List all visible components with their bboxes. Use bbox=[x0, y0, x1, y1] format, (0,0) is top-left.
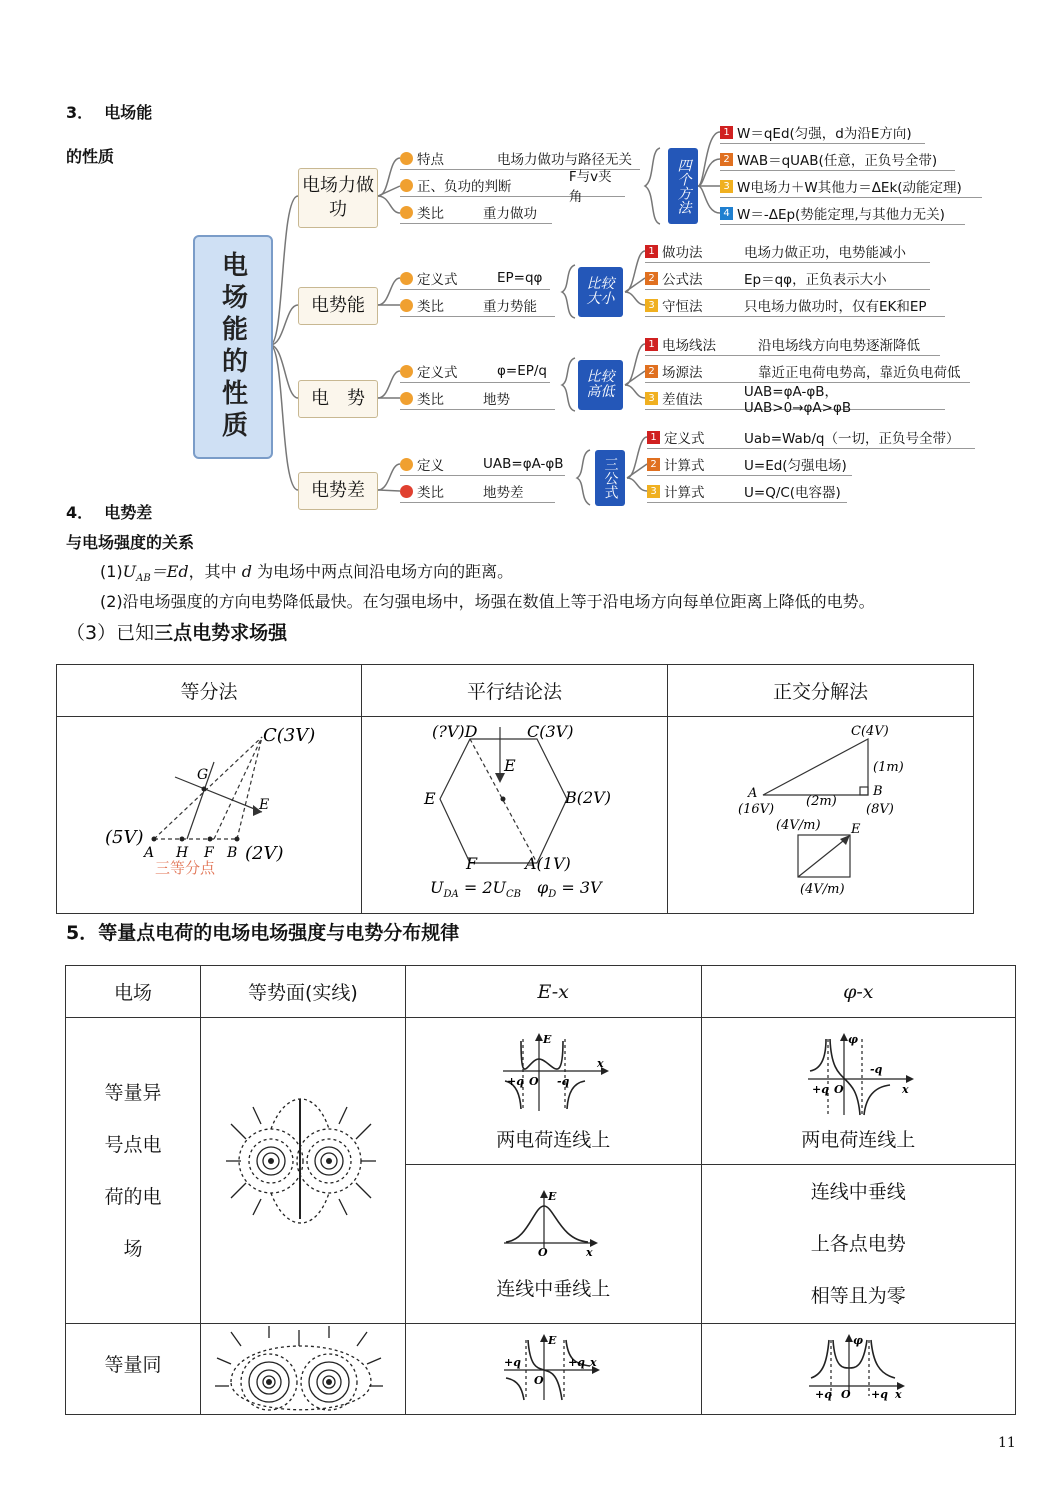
paragraph-3: （3）已知三点电势求场强 bbox=[66, 622, 288, 644]
method-table bbox=[56, 664, 974, 914]
method-item: 3 计算式 U=Q/C(电容器) bbox=[647, 480, 847, 503]
ex-graph-like bbox=[498, 1334, 608, 1404]
section-number: 3． bbox=[66, 103, 94, 122]
svg-text:x: x bbox=[895, 1388, 902, 1401]
svg-text:x: x bbox=[590, 1356, 597, 1369]
mind-map-root: 电场能的性质 bbox=[193, 235, 273, 459]
svg-text:+q: +q bbox=[504, 1356, 522, 1369]
svg-text:O: O bbox=[841, 1388, 851, 1401]
row-opposite-charges-label: 等量异 号点电 荷的电 场 bbox=[66, 1018, 201, 1324]
number-2-icon: 2 bbox=[647, 458, 660, 471]
phi-perpendicular-cell: 连线中垂线 上各点电势 相等且为零 bbox=[701, 1165, 1015, 1324]
svg-text:x: x bbox=[586, 1245, 593, 1258]
header-e-x: E-x bbox=[405, 966, 701, 1018]
section-title: 电场能 bbox=[104, 103, 153, 122]
label-1m: (1m) bbox=[873, 760, 904, 775]
svg-text:O: O bbox=[538, 1245, 548, 1258]
caption-phi-line: 两电荷连线上 bbox=[801, 1128, 916, 1151]
method-item: 3 W电场力＋W其他力＝ΔEk(动能定理) bbox=[720, 175, 982, 198]
number-3-icon: 3 bbox=[645, 299, 658, 312]
number-2-icon: 2 bbox=[645, 272, 658, 285]
formula-uda: $U_{DA} = 2U_{CB}$ bbox=[430, 878, 521, 900]
phi-like-cell bbox=[701, 1324, 1015, 1415]
node-potential-difference: 电势差 bbox=[298, 472, 378, 510]
method-item: 2 公式法 Ep＝qφ，正负表示大小 bbox=[645, 267, 930, 290]
mind-map-item: 类比 地势 bbox=[400, 387, 555, 410]
number-1-icon: 1 bbox=[645, 245, 658, 258]
page-number: 11 bbox=[998, 1435, 1016, 1451]
number-2-icon: 2 bbox=[645, 365, 658, 378]
equipotential-like-diagram bbox=[200, 1324, 405, 1415]
label-a: A(1V) bbox=[525, 854, 571, 873]
svg-text:+q: +q bbox=[812, 1082, 830, 1096]
paragraph-2: (2)沿电场强度的方向电势降低最快。在匀强电场中，场强在数值上等于沿电场方向每单位距离上降低的电势。 bbox=[100, 592, 875, 611]
equipotential-opposite-diagram bbox=[200, 1018, 405, 1324]
svg-text:φ: φ bbox=[853, 1334, 864, 1347]
hexagon-diagram bbox=[362, 717, 667, 913]
label-c: C(4V) bbox=[851, 724, 889, 739]
label-e: E bbox=[259, 797, 270, 813]
label-e-field: E bbox=[504, 756, 516, 775]
number-2-icon: 2 bbox=[720, 153, 733, 166]
label-c: C(3V) bbox=[263, 725, 316, 746]
header-equal-division: 等分法 bbox=[57, 665, 362, 717]
label-2m: (2m) bbox=[806, 794, 837, 809]
method-item: 2 WAB＝qUAB(任意，正负号全带) bbox=[720, 148, 955, 171]
svg-text:E: E bbox=[543, 1032, 552, 1046]
method-item: 2 场源法 靠近正电荷电势高，靠近负电荷低 bbox=[645, 360, 970, 383]
ex-opposite-cell bbox=[405, 1018, 701, 1165]
label-c: C(3V) bbox=[527, 722, 574, 741]
ex-graph-perpendicular bbox=[498, 1188, 608, 1258]
box-compare-high-low: 比较高低 bbox=[578, 360, 623, 410]
section-3-subtitle: 的性质 bbox=[66, 147, 115, 166]
label-b: B bbox=[227, 845, 238, 861]
dipole-field-lines bbox=[201, 1019, 403, 1322]
mind-map-item: 定义式 φ=EP/q bbox=[400, 360, 550, 383]
label-a-voltage: (16V) bbox=[738, 802, 775, 817]
emoji-icon bbox=[400, 365, 413, 378]
svg-text:-q: -q bbox=[870, 1062, 883, 1076]
number-4-icon: 4 bbox=[720, 207, 733, 220]
number-3-icon: 3 bbox=[720, 180, 733, 193]
label-h: H bbox=[176, 845, 189, 861]
label-field-horizontal: (4V/m) bbox=[800, 882, 845, 897]
header-parallel-conclusion: 平行结论法 bbox=[362, 665, 668, 717]
ex-graph-opposite bbox=[493, 1031, 613, 1117]
label-trisection: 三等分点 bbox=[155, 859, 216, 877]
label-a-voltage: (5V) bbox=[105, 827, 144, 848]
diagram-parallel bbox=[362, 717, 668, 914]
header-field: 电场 bbox=[66, 966, 201, 1018]
emoji-icon bbox=[400, 299, 413, 312]
emoji-icon bbox=[400, 458, 413, 471]
method-item: 1 定义式 Uab=Wab/q（一切，正负号全带） bbox=[647, 426, 975, 449]
label-d: (?V)D bbox=[432, 722, 478, 741]
svg-text:+q: +q bbox=[871, 1388, 889, 1401]
emoji-icon bbox=[400, 206, 413, 219]
header-equipotential: 等势面(实线) bbox=[200, 966, 405, 1018]
method-item: 3 守恒法 只电场力做功时，仅有EK和EP bbox=[645, 294, 945, 317]
section-4-subtitle: 与电场强度的关系 bbox=[66, 533, 195, 552]
label-a: A bbox=[144, 845, 155, 861]
phi-graph-opposite bbox=[798, 1031, 918, 1117]
caption-ex-perpendicular: 连线中垂线上 bbox=[496, 1277, 611, 1300]
svg-text:+q: +q bbox=[815, 1388, 833, 1401]
triangle-diagram bbox=[57, 717, 361, 913]
diagram-orthogonal bbox=[668, 717, 974, 914]
svg-text:O: O bbox=[529, 1074, 539, 1088]
phi-opposite-cell bbox=[701, 1018, 1015, 1165]
svg-text:φ: φ bbox=[848, 1032, 859, 1046]
box-compare-size: 比较大小 bbox=[578, 267, 623, 317]
header-orthogonal-decomposition: 正交分解法 bbox=[668, 665, 974, 717]
mind-map-item: 类比 重力做功 bbox=[400, 201, 552, 224]
label-e: E bbox=[851, 822, 861, 837]
emoji-icon bbox=[400, 272, 413, 285]
node-potential-energy: 电势能 bbox=[298, 287, 378, 325]
svg-text:O: O bbox=[534, 1374, 544, 1387]
label-field-vertical: (4V/m) bbox=[776, 818, 821, 833]
ex-perpendicular-cell bbox=[405, 1165, 701, 1324]
label-f: F bbox=[466, 854, 478, 873]
label-g: G bbox=[197, 767, 209, 783]
method-item: 3 差值法 UAB=φA-φB，UAB>0→φA>φB bbox=[645, 387, 945, 410]
svg-text:+q: +q bbox=[568, 1356, 586, 1369]
svg-text:E: E bbox=[548, 1334, 557, 1347]
svg-text:E: E bbox=[548, 1189, 557, 1203]
label-b: B bbox=[873, 784, 883, 799]
node-potential: 电 势 bbox=[298, 380, 378, 418]
number-1-icon: 1 bbox=[720, 126, 733, 139]
svg-text:-q: -q bbox=[557, 1074, 570, 1088]
number-1-icon: 1 bbox=[647, 431, 660, 444]
mind-map-item: 特点 电场力做功与路径无关 bbox=[400, 147, 640, 170]
number-3-icon: 3 bbox=[647, 485, 660, 498]
row-like-charges-label: 等量同 bbox=[66, 1324, 201, 1415]
right-triangle-diagram bbox=[668, 717, 973, 913]
emoji-icon bbox=[400, 485, 413, 498]
label-f: F bbox=[204, 845, 214, 861]
method-item: 1 W＝qEd(匀强，d为沿E方向) bbox=[720, 121, 925, 144]
method-item: 1 做功法 电场力做正功，电势能减小 bbox=[645, 240, 930, 263]
svg-text:x: x bbox=[597, 1056, 604, 1070]
section-5-heading: 5．等量点电荷的电场电场强度与电势分布规律 bbox=[66, 922, 460, 944]
method-item: 1 电场线法 沿电场线方向电势逐渐降低 bbox=[645, 333, 940, 356]
ex-like-cell bbox=[405, 1324, 701, 1415]
label-a: A bbox=[748, 786, 758, 801]
box-four-methods: 四个方法 bbox=[668, 148, 698, 224]
phi-graph-like bbox=[803, 1334, 913, 1404]
svg-text:+q: +q bbox=[507, 1074, 525, 1088]
diagram-equal-division bbox=[57, 717, 362, 914]
method-item: 2 计算式 U=Ed(匀强电场) bbox=[647, 453, 852, 476]
mind-map-item: 类比 地势差 bbox=[400, 480, 555, 503]
emoji-icon bbox=[400, 392, 413, 405]
label-e: E bbox=[424, 789, 436, 808]
box-three-formulas: 三公式 bbox=[595, 450, 625, 506]
like-charges-field-lines bbox=[201, 1324, 403, 1414]
header-phi-x: φ-x bbox=[701, 966, 1015, 1018]
method-item: 4 W＝-ΔEp(势能定理,与其他力无关) bbox=[720, 202, 965, 225]
svg-text:x: x bbox=[902, 1082, 909, 1096]
paragraph-1: $(1)U_{AB}=Ed$，其中 d 为电场中两点间沿电场方向的距离。 bbox=[100, 562, 514, 585]
section-4-heading: 4． 电势差 bbox=[66, 503, 153, 522]
number-3-icon: 3 bbox=[645, 392, 658, 405]
caption-ex-line: 两电荷连线上 bbox=[496, 1128, 611, 1151]
formula-phi-d: $\varphi_D = 3V$ bbox=[537, 878, 602, 900]
charge-distribution-table bbox=[65, 965, 1016, 1415]
number-1-icon: 1 bbox=[645, 338, 658, 351]
label-b-voltage: (8V) bbox=[866, 802, 894, 817]
label-b: B(2V) bbox=[565, 788, 611, 807]
mind-map-item: 定义 UAB=φA-φB bbox=[400, 453, 565, 476]
emoji-icon bbox=[400, 179, 413, 192]
mind-map-item: 定义式 EP=qφ bbox=[400, 267, 550, 290]
mind-map-item: 正、负功的判断 F与v夹角 bbox=[400, 174, 625, 197]
node-electric-force-work: 电场力做功 bbox=[298, 168, 378, 228]
svg-text:O: O bbox=[834, 1082, 844, 1096]
emoji-icon bbox=[400, 152, 413, 165]
mind-map-item: 类比 重力势能 bbox=[400, 294, 555, 317]
label-b-voltage: (2V) bbox=[245, 843, 284, 864]
